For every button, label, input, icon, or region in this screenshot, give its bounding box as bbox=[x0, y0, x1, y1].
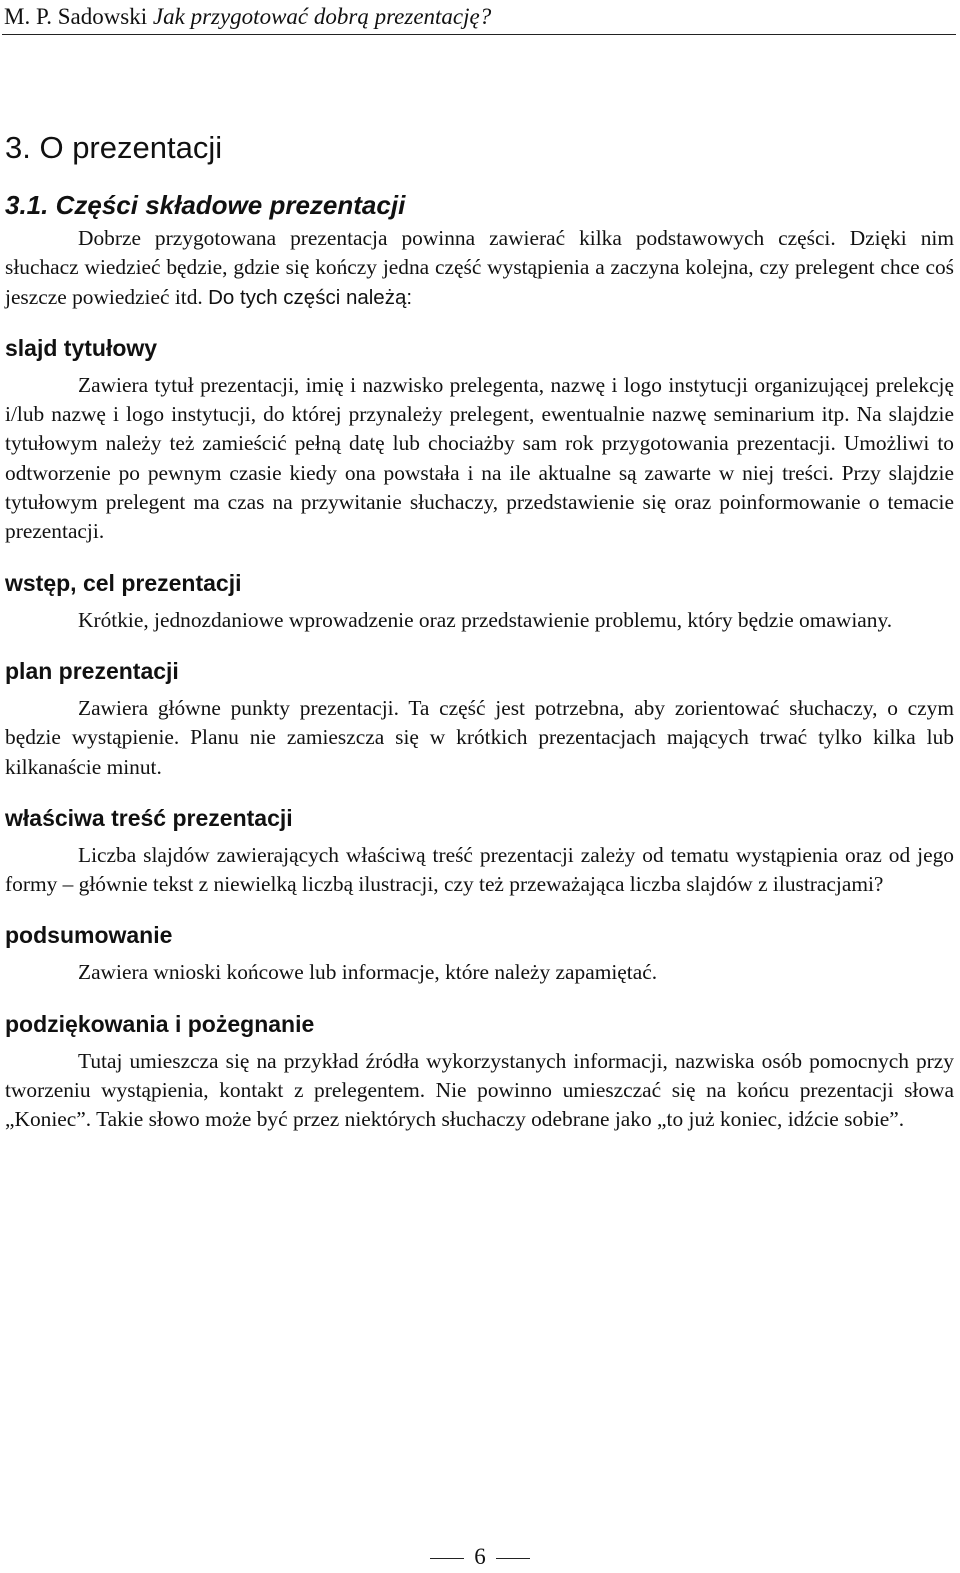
part-term: właściwa treść prezentacji bbox=[5, 804, 293, 831]
part-term: podziękowania i pożegnanie bbox=[5, 1010, 315, 1037]
part-description: Zawiera główne punkty prezentacji. Ta część jest potrzebna, aby zorientować słuchaczy, o czym będzie wystąpienie. Planu nie zamieszcza się w krótkich prezentacjach mających trwać tylko kilka lub kilkanaście minut. bbox=[5, 695, 954, 779]
page-number: 6 bbox=[474, 1544, 486, 1569]
page-footer bbox=[0, 1543, 960, 1571]
part-plan bbox=[5, 656, 954, 782]
part-description: Krótkie, jednozdaniowe wprowadzenie oraz przedstawienie problemu, który będzie omawiany. bbox=[78, 607, 893, 632]
footer-dash-left bbox=[430, 1558, 464, 1559]
intro-paragraph bbox=[5, 224, 954, 312]
section-title: 3.1. Części składowe prezentacji bbox=[5, 190, 406, 220]
header-title: Jak przygotować dobrą prezentację? bbox=[152, 4, 492, 29]
header-divider bbox=[2, 34, 956, 35]
header-author: M. P. Sadowski bbox=[4, 4, 153, 29]
part-term: plan prezentacji bbox=[5, 657, 179, 684]
part-term: podsumowanie bbox=[5, 922, 173, 949]
part-main-content bbox=[5, 803, 954, 900]
part-description: Zawiera wnioski końcowe lub informacje, które należy zapamiętać. bbox=[78, 960, 658, 985]
intro-text: Dobrze przygotowana prezentacja powinna zawierać kilka podstawowych części. Dzięki nim słuchacz wiedzieć będzie, gdzie się kończy jedna część wystąpienia a zaczyna kolejna, czy prelegent chce coś jeszcze powiedzieć itd. bbox=[5, 226, 954, 309]
part-summary bbox=[5, 920, 954, 987]
page-content bbox=[5, 128, 954, 1135]
footer-dash-right bbox=[496, 1558, 530, 1559]
part-description: Tutaj umieszcza się na przykład źródła wykorzystanych informacji, nazwiska osób pomocnych przy tworzeniu wystąpienia, kontakt z prelegentem. Nie powinno umieszczać się na końcu prezentacji słowa „Koniec”. Takie słowo może być przez niektórych słuchaczy odebrane jako „to już koniec, idźcie sobie”. bbox=[5, 1048, 954, 1132]
part-description: Zawiera tytuł prezentacji, imię i nazwisko prelegenta, nazwę i logo instytucji organizującej prelekcję i/lub nazwę i logo instytucji, do której przynależy prelegent, ewentualnie nazwę seminarium itp. Na slajdzie tytułowym należy też zamieścić pełną datę lub chociażby sam rok przygotowania prezentacji. Umożliwi to odtworzenie po pewnym czasie kiedy ona powstała i na ile aktualne są zawarte w niej treści. Przy slajdzie tytułowym prelegent ma czas na przywitanie słuchaczy, przedstawienie się oraz poinformowanie o temacie prezentacji. bbox=[5, 372, 954, 544]
intro-tail: Do tych części należą: bbox=[208, 285, 413, 309]
chapter-title: 3. O prezentacji bbox=[5, 130, 223, 165]
part-description: Liczba slajdów zawierających właściwą treść prezentacji zależy od tematu wystąpienia oraz od jego formy – głównie tekst z niewielką liczbą ilustracji, czy też przeważająca liczba slajdów z ilustracjami? bbox=[5, 842, 954, 897]
part-title-slide bbox=[5, 333, 954, 547]
part-thanks bbox=[5, 1009, 954, 1135]
part-term: wstęp, cel prezentacji bbox=[5, 569, 242, 596]
part-introduction bbox=[5, 568, 954, 635]
running-header bbox=[4, 2, 491, 32]
part-term: slajd tytułowy bbox=[5, 334, 158, 361]
